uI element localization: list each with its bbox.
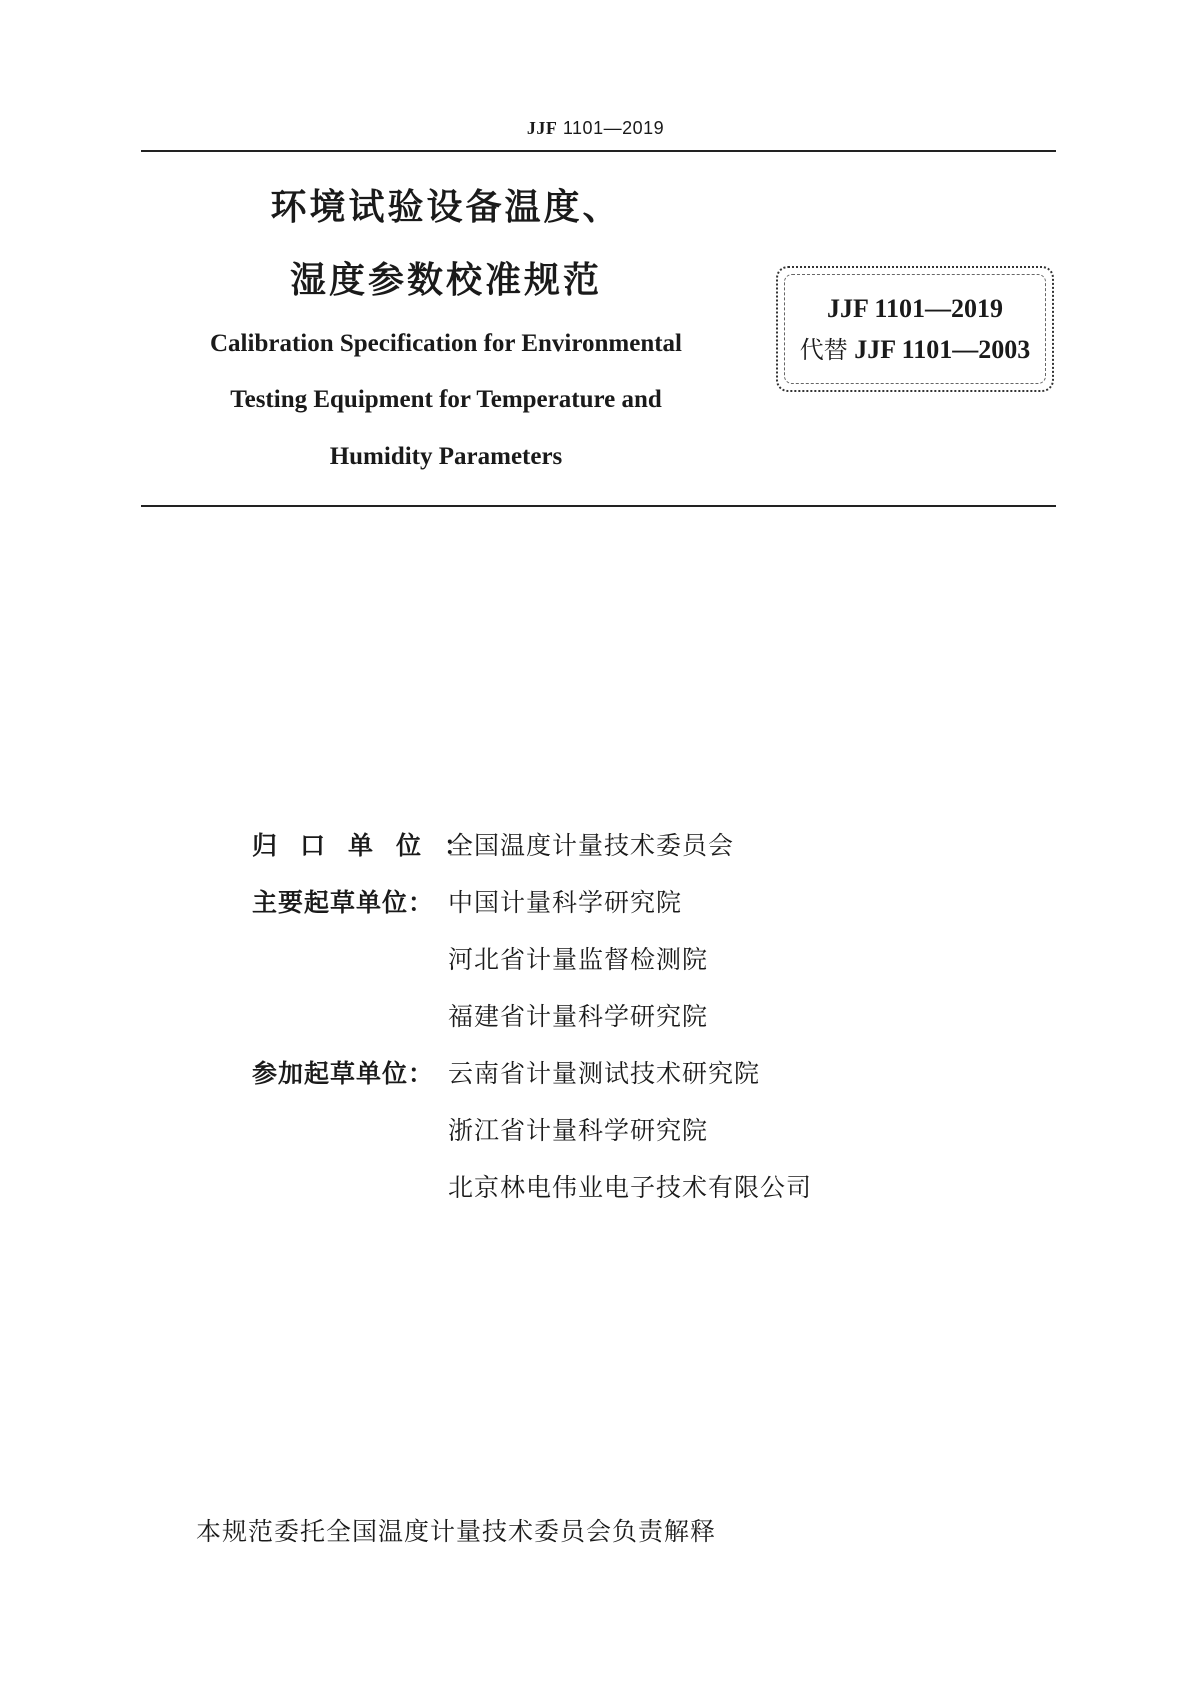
- participating-unit: 浙江省计量科学研究院: [448, 1116, 709, 1145]
- spec-code: JJF 1101—2019: [827, 294, 1003, 323]
- top-divider: [141, 150, 1056, 152]
- main-drafting-unit: 福建省计量科学研究院: [448, 1002, 709, 1031]
- main-drafting-unit: 中国计量科学研究院: [448, 888, 683, 917]
- title-zh-line-1: 环境试验设备温度、: [270, 187, 622, 228]
- header-number: 1101—2019: [562, 118, 665, 138]
- responsible-unit-label: 归口单位：: [252, 831, 493, 860]
- main-drafting-unit: 河北省计量监督检测院: [448, 945, 709, 974]
- participating-unit: 云南省计量测试技术研究院: [448, 1059, 761, 1088]
- bottom-divider: [141, 505, 1056, 507]
- responsible-unit-value: 全国温度计量技术委员会: [448, 831, 735, 860]
- replaces-code: JJF 1101—2003: [854, 335, 1031, 364]
- running-header: [0, 118, 1191, 139]
- title-en-line-1: Calibration Specification for Environmental: [210, 330, 682, 357]
- header-prefix: JJF: [526, 118, 558, 138]
- title-en-line-3: Humidity Parameters: [329, 443, 563, 470]
- title-zh-line-2: 湿度参数校准规范: [289, 260, 602, 301]
- interpretation-note: 本规范委托全国温度计量技术委员会负责解释: [196, 1517, 717, 1546]
- main-drafting-label: 主要起草单位：: [252, 888, 435, 917]
- title-en-line-2: Testing Equipment for Temperature and: [230, 386, 662, 413]
- code-box: [776, 266, 1054, 392]
- replaces-label: 代替: [799, 336, 848, 364]
- participating-unit: 北京林电伟业电子技术有限公司: [448, 1173, 813, 1202]
- participating-label: 参加起草单位：: [252, 1059, 435, 1088]
- replaces-line: [778, 335, 1052, 365]
